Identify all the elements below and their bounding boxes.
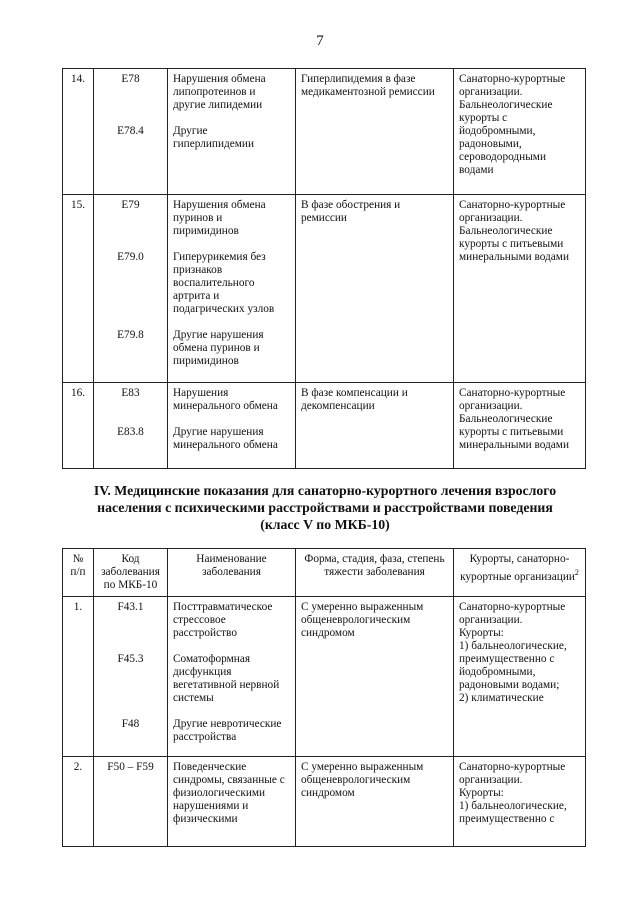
disease-name: Поведенческие синдромы, связанные с физиологическими нарушениями и физическими — [173, 761, 285, 825]
disease-name: Другие невротические расстройства — [173, 718, 282, 743]
header-num: № п/п — [63, 549, 94, 597]
header-name: Наименование заболевания — [168, 549, 296, 597]
table-header-row — [63, 549, 586, 597]
disease-name: Другие нарушения обмена пуринов и пиримидинов — [173, 329, 264, 367]
code-cell — [94, 383, 168, 469]
icd-code: E78 — [121, 73, 140, 85]
footnote-marker: 2 — [574, 568, 579, 577]
resorts-line: Санаторно-курортные организации. — [459, 761, 566, 786]
table-row — [63, 195, 586, 383]
disease-name: Нарушения обмена липопротеинов и другие липидемии — [173, 73, 266, 111]
page-number: 7 — [316, 33, 324, 49]
disease-name: Соматоформная дисфункция вегетативной нервной системы — [173, 653, 280, 704]
resorts-cell: Санаторно-курортные организации. Бальнеологические курорты с питьевыми минеральными водами — [454, 383, 586, 469]
resorts-line: Курорты: — [459, 787, 504, 799]
code-cell — [94, 597, 168, 757]
resorts-cell — [454, 597, 586, 757]
disease-name: Гиперурикемия без признаков воспалительного артрита и подагрических узлов — [173, 251, 275, 315]
table-row — [63, 383, 586, 469]
resorts-line: Санаторно-курортные организации. — [459, 601, 566, 626]
row-number: 14. — [63, 69, 94, 195]
disease-name: Другие гиперлипидемии — [173, 125, 255, 150]
disease-name: Посттравматическое стрессовое расстройство — [173, 601, 273, 639]
code-cell — [94, 69, 168, 195]
resorts-line: 2) климатические — [459, 692, 544, 704]
resorts-cell — [454, 757, 586, 847]
name-cell — [168, 597, 296, 757]
section-heading: IV. Медицинские показания для санаторно-курортного лечения взрослого населения с психическими расстройствами и расстройствами поведения (класс V по МКБ-10) — [93, 483, 557, 532]
table-mental-disorders — [62, 548, 586, 847]
icd-code: F50 – F59 — [107, 761, 154, 773]
form-cell: С умеренно выраженным общеневрологическим синдромом — [296, 757, 454, 847]
row-number: 16. — [63, 383, 94, 469]
phase-cell: В фазе компенсации и декомпенсации — [296, 383, 454, 469]
code-cell — [94, 195, 168, 383]
resorts-line: 1) бальнеологические, преимущественно с — [459, 800, 567, 825]
row-number: 15. — [63, 195, 94, 383]
table-metabolic-disorders — [62, 68, 586, 469]
name-cell — [168, 69, 296, 195]
resorts-line: Курорты: — [459, 627, 504, 639]
disease-name: Нарушения обмена пуринов и пиримидинов — [173, 199, 266, 237]
icd-code: E79.8 — [117, 329, 144, 341]
name-cell — [168, 757, 296, 847]
resorts-cell: Санаторно-курортные организации. Бальнеологические курорты с питьевыми минеральными водами — [454, 195, 586, 383]
table-row — [63, 597, 586, 757]
icd-code: F48 — [121, 718, 140, 730]
icd-code: E79 — [121, 199, 140, 211]
icd-code: E83.8 — [117, 426, 144, 438]
resorts-line: 1) бальнеологические, преимущественно с йодобромными, радоновыми водами; — [459, 640, 567, 691]
row-number: 1. — [63, 597, 94, 757]
icd-code: F45.3 — [117, 653, 144, 665]
table-row — [63, 757, 586, 847]
phase-cell: В фазе обострения и ремиссии — [296, 195, 454, 383]
name-cell — [168, 195, 296, 383]
header-resorts-text: Курорты, санаторно-курортные организации — [460, 553, 575, 583]
header-resorts — [454, 549, 586, 597]
header-code: Код заболевания по МКБ-10 — [94, 549, 168, 597]
icd-code: E78.4 — [117, 125, 144, 137]
code-cell — [94, 757, 168, 847]
row-number: 2. — [63, 757, 94, 847]
table-row — [63, 69, 586, 195]
name-cell — [168, 383, 296, 469]
disease-name: Нарушения минерального обмена — [173, 387, 278, 412]
disease-name: Другие нарушения минерального обмена — [173, 426, 278, 451]
icd-code: E83 — [121, 387, 140, 399]
phase-cell: Гиперлипидемия в фазе медикаментозной ремиссии — [296, 69, 454, 195]
header-form: Форма, стадия, фаза, степень тяжести заболевания — [296, 549, 454, 597]
icd-code: E79.0 — [117, 251, 144, 263]
form-cell: С умеренно выраженным общеневрологическим синдромом — [296, 597, 454, 757]
resorts-cell: Санаторно-курортные организации. Бальнеологические курорты с йодобромными, радоновыми, сероводородными водами — [454, 69, 586, 195]
icd-code: F43.1 — [117, 601, 144, 613]
